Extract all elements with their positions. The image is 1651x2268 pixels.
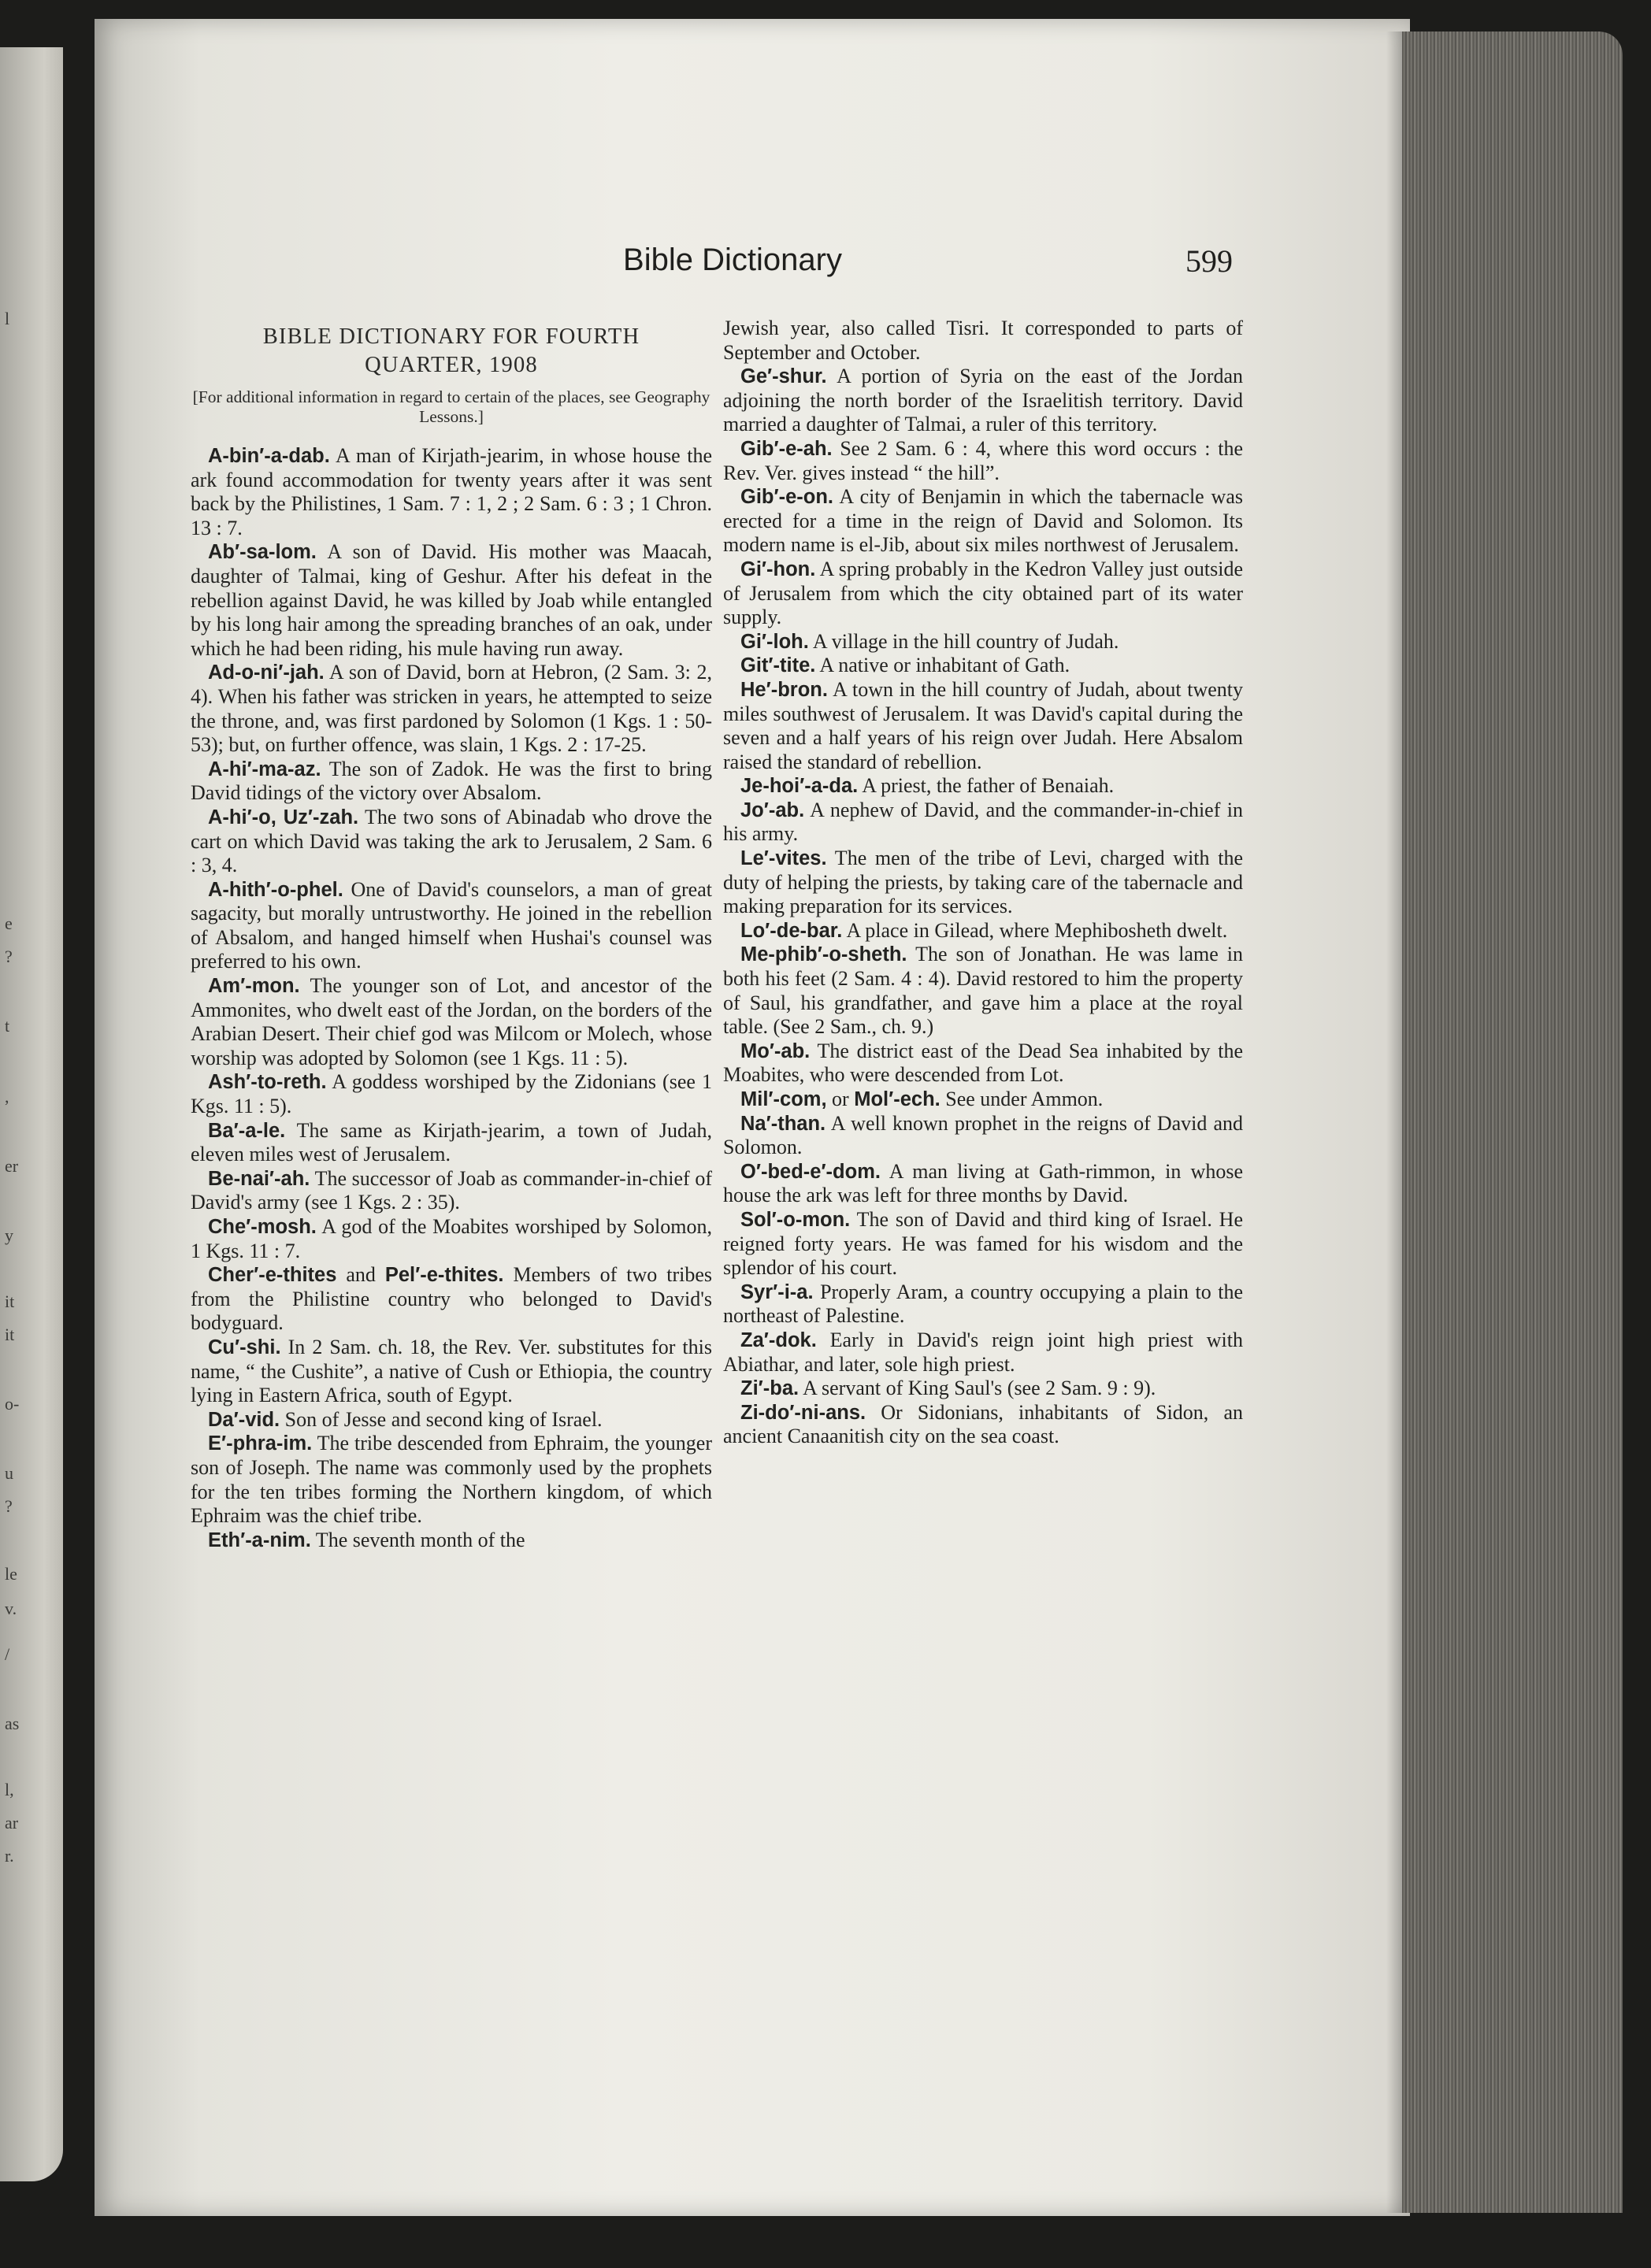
previous-page-fragment: v. xyxy=(5,1599,17,1618)
right-column xyxy=(723,317,1243,1449)
previous-page-fragment: ? xyxy=(5,947,13,966)
entry-headword: Be-nai′-ah. xyxy=(208,1167,310,1190)
dictionary-entry xyxy=(723,1377,1243,1401)
entry-text: A priest, the father of Benaiah. xyxy=(858,774,1115,798)
dictionary-entry xyxy=(191,1215,712,1263)
entry-headword: Ba′-a-le. xyxy=(208,1119,286,1142)
entry-connector: or xyxy=(826,1088,855,1110)
entry-text: Or Sidonians, inhabitants of Sidon, an ancient Canaanitish city on the sea coast. xyxy=(723,1400,1243,1448)
entry-headword-secondary: Pel′-e-thites. xyxy=(384,1264,504,1287)
entry-headword: E′-phra-im. xyxy=(208,1432,313,1455)
entry-text: A portion of Syria on the east of the Jordan adjoining the north border of the Israelitish territory. David married a daughter of Talmai, a ruler of this territory. xyxy=(723,365,1243,436)
entry-text: Jewish year, also called Tisri. It corresponded to parts of September and October. xyxy=(723,317,1243,364)
left-column xyxy=(191,323,712,1552)
entry-connector: and xyxy=(336,1263,385,1287)
entry-text: The son of Zadok. He was the first to bring David tidings of the victory over Absalom. xyxy=(191,757,712,805)
entry-text: A goddess worshiped by the Zidonians (see 1 Kgs. 11 : 5). xyxy=(191,1070,712,1118)
entry-text: A place in Gilead, where Mephibosheth dwelt. xyxy=(842,918,1228,942)
dictionary-entry xyxy=(191,1167,712,1215)
dictionary-entry xyxy=(191,661,712,757)
entry-headword: Sol′-o-mon. xyxy=(740,1208,851,1231)
entry-text: The successor of Joab as commander-in-chief of David's army (see 1 Kgs. 2 : 35). xyxy=(191,1166,712,1214)
previous-page-fragment: as xyxy=(5,1714,20,1733)
dictionary-entry xyxy=(191,1119,712,1167)
previous-page-fragment: / xyxy=(5,1644,10,1664)
section-title-line-2: QUARTER, 1908 xyxy=(365,353,538,377)
entry-text: The same as Kirjath-jearim, a town of Judah, eleven miles west of Jerusalem. xyxy=(191,1118,712,1166)
previous-page-fragment: t xyxy=(5,1016,10,1036)
dictionary-entry xyxy=(723,678,1243,774)
page-number: 599 xyxy=(1185,243,1233,279)
entry-headword: A-hith′-o-phel. xyxy=(208,878,343,901)
entry-text: The son of Jonathan. He was lame in both his feet (2 Sam. 4 : 4). David restored to him the property of Saul, his grandfather, and gave him a place at the royal table. (See 2 Sam., ch. 9.) xyxy=(723,943,1243,1039)
entry-text: A man living at Gath-rimmon, in whose house the ark was left for three months by David. xyxy=(723,1159,1243,1207)
entry-text: See 2 Sam. 6 : 4, where this word occurs : the Rev. Ver. gives instead “ the hill”. xyxy=(723,436,1243,484)
book-fore-edge xyxy=(1402,32,1623,2213)
previous-page-fragment: r. xyxy=(5,1846,14,1866)
entry-text: A son of David, born at Hebron, (2 Sam. 3: 2, 4). When his father was stricken in years, he attempted to seize the throne, and, was first pardoned by Solomon (1 Kgs. 1 : 50-53); but, on further offence, was slain, 1 Kgs. 2 : 17-25. xyxy=(191,661,712,757)
dictionary-entry xyxy=(191,1263,712,1336)
dictionary-entry xyxy=(723,847,1243,919)
dictionary-entry xyxy=(191,806,712,878)
previous-page-fragment: it xyxy=(5,1325,15,1344)
entry-headword: Zi′-ba. xyxy=(740,1377,800,1400)
entry-text: A god of the Moabites worshiped by Solomon, 1 Kgs. 11 : 7. xyxy=(191,1215,712,1262)
entry-text: A native or inhabitant of Gath. xyxy=(815,654,1070,677)
entry-text: One of David's counselors, a man of great sagacity, but morally untrustworthy. He joined in the rebellion of Absalom, and hanged himself when Hushai's counsel was preferred to his own. xyxy=(191,877,712,973)
entry-headword: Gib′-e-on. xyxy=(740,486,834,509)
previous-page-fragment: ar xyxy=(5,1813,19,1833)
entry-text: A spring probably in the Kedron Valley just outside of Jerusalem from which the city obtained part of its water supply. xyxy=(723,557,1243,629)
entry-text: Properly Aram, a country occupying a plain to the northeast of Palestine. xyxy=(723,1280,1243,1328)
entry-headword: Le′-vites. xyxy=(740,847,827,870)
dictionary-entry xyxy=(191,1336,712,1408)
entry-headword: Gi′-loh. xyxy=(740,630,809,653)
previous-page-fragment: it xyxy=(5,1292,15,1311)
previous-page-fragment: le xyxy=(5,1564,17,1584)
entry-text: A servant of King Saul's (see 2 Sam. 9 : 9). xyxy=(799,1377,1156,1400)
dictionary-entry xyxy=(191,974,712,1070)
previous-page-fragment: ? xyxy=(5,1496,13,1516)
entry-headword: Gi′-hon. xyxy=(740,558,816,580)
entry-headword: Me-phib′-o-sheth. xyxy=(740,943,907,966)
entry-text: The younger son of Lot, and ancestor of the Ammonites, who dwelt east of the Jordan, on the borders of the Arabian Desert. Their chief god was Milcom or Molech, whose worship was adopted by Solomon (see 1 Kgs. 11 : 5). xyxy=(191,974,712,1069)
entry-headword: He′-bron. xyxy=(740,678,828,701)
entry-headword: Zi-do′-ni-ans. xyxy=(740,1401,866,1424)
entry-headword: Je-hoi′-a-da. xyxy=(740,775,859,798)
dictionary-entry xyxy=(723,654,1243,678)
dictionary-entry xyxy=(723,1088,1243,1112)
entry-headword: Am′-mon. xyxy=(208,975,300,998)
dictionary-entry xyxy=(191,758,712,806)
dictionary-entry xyxy=(723,1401,1243,1449)
entry-text: The son of David and third king of Israel. He reigned forty years. He was famed for his wisdom and the splendor of his court. xyxy=(723,1207,1243,1280)
entry-headword: Ad-o-ni′-jah. xyxy=(208,662,325,684)
entry-headword: Cher′-e-thites xyxy=(208,1264,337,1287)
dictionary-entry xyxy=(191,1070,712,1118)
entry-text: The tribe descended from Ephraim, the younger son of Joseph. The name was commonly used by the prophets for the ten tribes forming the Northern kingdom, of which Ephraim was the chief tribe. xyxy=(191,1432,712,1528)
entry-headword: Git′-tite. xyxy=(740,654,816,677)
entry-text: See under Ammon. xyxy=(940,1088,1104,1110)
section-title-line-1: BIBLE DICTIONARY FOR FOURTH xyxy=(262,324,640,349)
entry-headword: Cu′-shi. xyxy=(208,1336,281,1358)
dictionary-entry xyxy=(191,1529,712,1553)
dictionary-entry xyxy=(191,1408,712,1432)
dictionary-entry xyxy=(723,1040,1243,1088)
dictionary-entry xyxy=(191,878,712,974)
entry-headword-secondary: Mol′-ech. xyxy=(854,1088,941,1110)
previous-page-fragment: l, xyxy=(5,1780,14,1799)
entry-text: The district east of the Dead Sea inhabited by the Moabites, who were descended from Lot. xyxy=(723,1039,1243,1087)
entry-headword: Mo′-ab. xyxy=(740,1040,811,1062)
entry-text: The two sons of Abinadab who drove the cart on which David was taking the ark to Jerusalem, 2 Sam. 6 : 3, 4. xyxy=(191,805,712,877)
previous-page-fragment: l xyxy=(5,309,10,328)
entry-headword: Na′-than. xyxy=(740,1112,826,1135)
entry-headword: Za′-dok. xyxy=(740,1329,817,1351)
dictionary-entry xyxy=(723,1112,1243,1160)
entry-text: Early in David's reign joint high priest with Abiathar, and later, sole high priest. xyxy=(723,1328,1243,1376)
entry-text: A son of David. His mother was Maacah, daughter of Talmai, king of Geshur. After his defeat in the rebellion against David, he was killed by Joab while entangled by his long hair among the spreading branches of an oak, under which he had been riding, his mule having run away. xyxy=(191,540,712,660)
dictionary-entry xyxy=(723,1329,1243,1377)
dictionary-entry xyxy=(723,774,1243,799)
previous-page-fragment: , xyxy=(5,1087,9,1106)
previous-page-fragment: o- xyxy=(5,1394,20,1414)
entry-headword: Che′-mosh. xyxy=(208,1216,317,1238)
entry-headword: A-hi′-ma-az. xyxy=(208,758,321,780)
dictionary-entry xyxy=(191,444,712,540)
entry-headword: O′-bed-e′-dom. xyxy=(740,1160,881,1183)
entry-text: A nephew of David, and the commander-in-chief in his army. xyxy=(723,798,1243,846)
previous-page-fragment: y xyxy=(5,1225,13,1245)
entry-text: A village in the hill country of Judah. xyxy=(808,629,1119,653)
dictionary-entry xyxy=(723,1160,1243,1208)
entry-headword: Eth′-a-nim. xyxy=(208,1529,311,1551)
dictionary-entry xyxy=(723,799,1243,847)
left-entries xyxy=(191,444,712,1552)
entry-headword: Mil′-com, xyxy=(740,1088,827,1110)
dictionary-entry xyxy=(723,485,1243,558)
dictionary-entry xyxy=(723,558,1243,630)
right-entries xyxy=(723,317,1243,1449)
dictionary-entry xyxy=(723,919,1243,943)
previous-page-fragment: er xyxy=(5,1156,19,1176)
section-note: [For additional information in regard to certain of the places, see Geography Lessons.] xyxy=(192,387,710,426)
dictionary-entry xyxy=(191,1432,712,1528)
entry-text: A man of Kirjath-jearim, in whose house the ark found accommodation for twenty years after it was sent back by the Philistines, 1 Sam. 7 : 1, 2 ; 2 Sam. 6 : 3 ; 1 Chron. 13 : 7. xyxy=(191,444,712,539)
entry-text: A town in the hill country of Judah, about twenty miles southwest of Jerusalem. It was David's capital during the seven and a half years of his reign over Judah. Here Absalom raised the standard of rebellion. xyxy=(723,677,1243,773)
entry-headword: Lo′-de-bar. xyxy=(740,919,843,942)
entry-headword: A-hi′-o, Uz′-zah. xyxy=(208,806,359,828)
entry-text: The seventh month of the xyxy=(310,1528,525,1551)
dictionary-entry xyxy=(723,1208,1243,1280)
entry-headword: Ash′-to-reth. xyxy=(208,1071,327,1094)
entry-headword: Syr′-i-a. xyxy=(740,1280,814,1303)
previous-page-fragment: e xyxy=(5,914,13,933)
dictionary-entry xyxy=(723,437,1243,485)
dictionary-entry xyxy=(723,365,1243,437)
running-head: Bible Dictionary xyxy=(623,243,842,277)
entry-headword: Gib′-e-ah. xyxy=(740,437,833,460)
entry-headword: Ab′-sa-lom. xyxy=(208,541,317,564)
dictionary-entry xyxy=(723,943,1243,1039)
entry-text: Son of Jesse and second king of Israel. xyxy=(280,1407,603,1431)
entry-headword: A-bin′-a-dab. xyxy=(208,445,330,467)
entry-text: In 2 Sam. ch. 18, the Rev. Ver. substitutes for this name, “ the Cushite”, a native of Cush or Ethiopia, the country lying in Eastern Africa, south of Egypt. xyxy=(191,1335,712,1407)
entry-text: The men of the tribe of Levi, charged with the duty of helping the priests, by taking care of the tabernacle and making preparation for its services. xyxy=(723,847,1243,918)
entry-text: Members of two tribes from the Philistine country who belonged to David's bodyguard. xyxy=(191,1263,712,1335)
dictionary-entry xyxy=(723,317,1243,365)
entry-headword: Ge′-shur. xyxy=(740,365,827,388)
entry-headword: Da′-vid. xyxy=(208,1408,280,1431)
section-title xyxy=(191,323,712,380)
dictionary-entry xyxy=(191,540,712,661)
entry-text: A city of Benjamin in which the tabernacle was erected for a time in the reign of David and Solomon. Its modern name is el-Jib, about six miles northwest of Jerusalem. xyxy=(723,485,1243,557)
dictionary-entry xyxy=(723,1280,1243,1329)
previous-page-fragment: u xyxy=(5,1463,13,1483)
entry-headword: Jo′-ab. xyxy=(740,799,805,821)
dictionary-entry xyxy=(723,630,1243,654)
entry-text: A well known prophet in the reigns of David and Solomon. xyxy=(723,1111,1243,1159)
